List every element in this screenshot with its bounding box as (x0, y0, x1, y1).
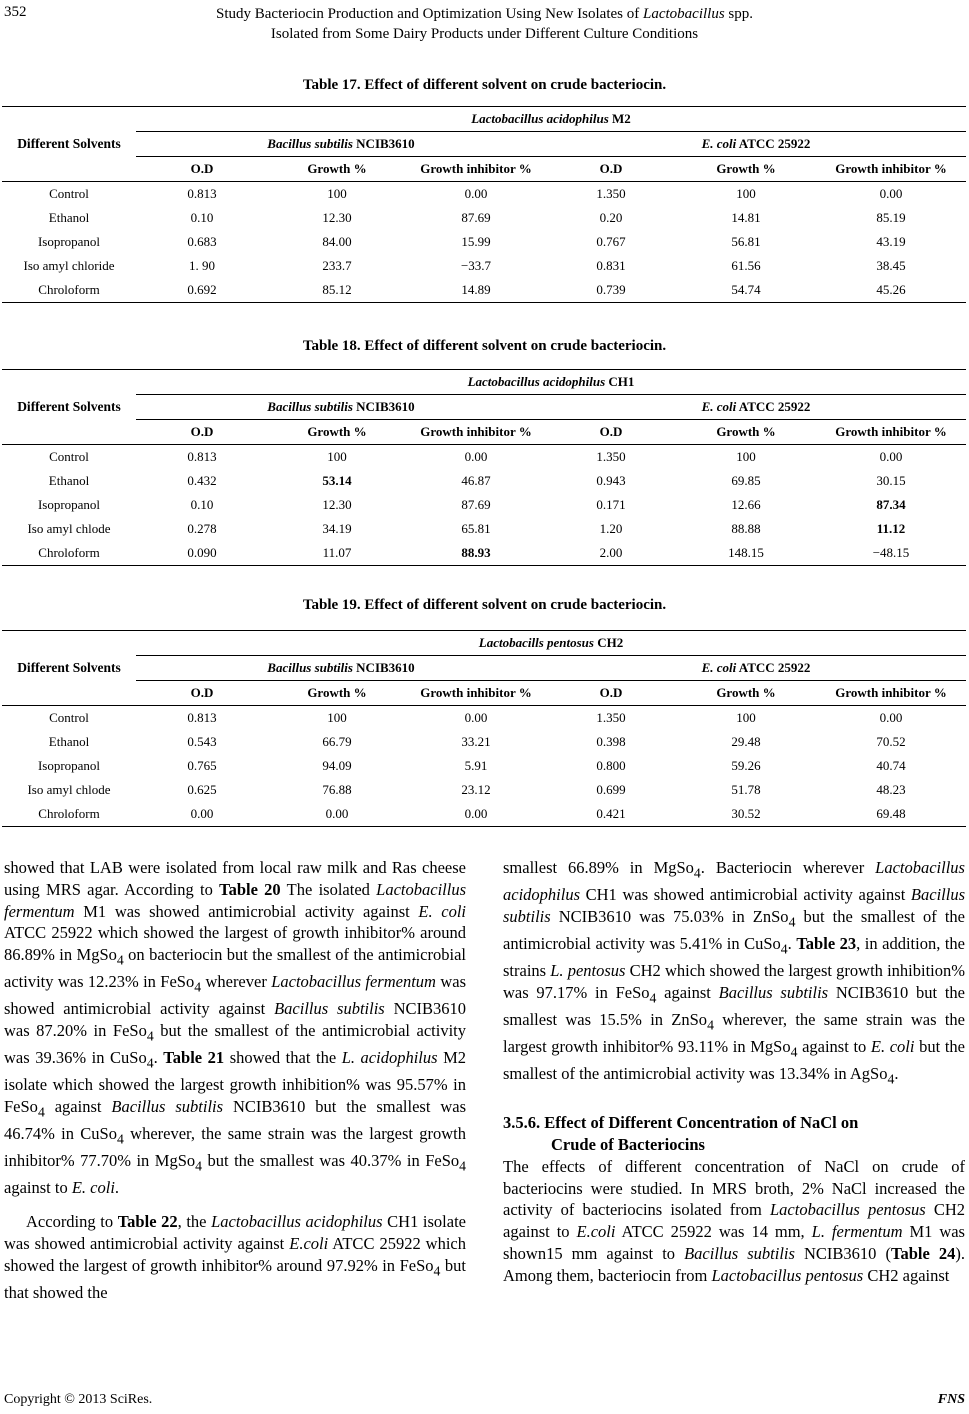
table-row: Chroloform 0.692 85.12 14.89 0.739 54.74 45.26 (2, 278, 966, 303)
table-row: Iso amyl chloride 1. 90 233.7 −33.7 0.831 61.56 38.45 (23, 258, 906, 273)
table-group-bacillus: Bacillus subtilis NCIB3610 (136, 132, 546, 157)
body-column-right (503, 857, 965, 1287)
col-header: Growth inhibitor % (420, 424, 532, 439)
body-column-left (4, 857, 466, 1304)
table-row: Chroloform 0.090 11.07 88.93 2.00 148.15 −48.15 (2, 541, 966, 566)
col-header: Growth inhibitor % (835, 685, 947, 700)
col-header: Growth inhibitor % (420, 685, 532, 700)
table-row: Control 0.813 100 0.00 1.350 100 0.00 (49, 186, 903, 201)
running-header-line2: Isolated from Some Dairy Products under Different Culture Conditions (270, 26, 699, 42)
col-header: Growth % (716, 424, 776, 439)
table-row: Isopropanol 0.765 94.09 5.91 0.800 59.26 40.74 (37, 758, 906, 773)
col-header: Growth inhibitor % (835, 161, 947, 176)
section-heading-cont: Crude of Bacteriocins (551, 1135, 705, 1155)
table-row: Ethanol 0.543 66.79 33.21 0.398 29.48 70.52 (48, 734, 906, 749)
table-17-caption: Table 17. Effect of different solvent on crude bacteriocin. (302, 77, 667, 93)
table-18 (2, 369, 966, 566)
table-18-caption: Table 18. Effect of different solvent on crude bacteriocin. (302, 338, 667, 354)
table-19 (2, 630, 966, 827)
col-header: Growth % (716, 161, 776, 176)
body-paragraph: According to Table 22, the Lactobacillus acidophilus CH1 isolate was showed antimicrobial activity against E.coli ATCC 25922 which showed the largest of growth inhibitor% around 97.92% in FeSo$_4$ but that showed the (4, 1212, 467, 1302)
table-header-solvents: Different Solvents (17, 399, 121, 414)
table-group-ecoli: E. coli ATCC 25922 (546, 395, 966, 420)
table-header-solvents: Different Solvents (17, 136, 121, 151)
table-group-bacillus: Bacillus subtilis NCIB3610 (136, 395, 546, 420)
table-17 (2, 106, 966, 303)
table-row: Isopropanol 0.683 84.00 15.99 0.767 56.81 43.19 (37, 234, 906, 249)
table-organism: Lactobacills pentosus CH2 (136, 631, 966, 656)
col-header: Growth % (307, 685, 367, 700)
footer-journal: FNS (937, 1392, 965, 1407)
body-paragraph: The effects of different concentration of NaCl on crude of bacteriocins were studied. In MRS broth, 2% NaCl increased the activity of bacteriocins isolated from Lactobacillus pentosus CH2 against to E.coli ATCC 25922 was 14 mm, L. fermentum M1 was shown15 mm against to Bacillus subtilis NCIB3610 (Table 24). Among them, bacteriocin from Lactobacillus pentosus CH2 against (503, 1156, 966, 1285)
body-paragraph: showed that LAB were isolated from local raw milk and Ras cheese using MRS agar. According to Table 20 The isolated Lactobacillus fermentum M1 was showed antimicrobial activity against E. coli ATCC 25922 which showed the largest of growth inhibitor% around 86.89% in MgSo$_4$ on bacteriocin but the smallest of the antimicrobial activity was 12.23% in FeSo$_4$ wherever Lactobacillus fermentum was showed antimicrobial activity against Bacillus subtilis NCIB3610 was 87.20% in FeSo$_4$ but the smallest of the antimicrobial activity was 39.36% in CuSo$_4$. Table 21 showed that the L. acidophilus M2 isolate which showed the largest growth inhibition% was 95.57% in FeSo$_4$ against Bacillus subtilis NCIB3610 but the smallest was 46.74% in CuSo$_4$ wherever, the same strain was the largest growth inhibitor% 77.70% in MgSo$_4$ but the smallest was 40.37% in FeSo$_4$ against to E. coli. (4, 858, 467, 1198)
table-organism: Lactobacillus acidophilus CH1 (136, 370, 966, 395)
col-header: O.D (599, 685, 623, 700)
body-paragraph: smallest 66.89% in MgSo$_4$. Bacteriocin wherever Lactobacillus acidophilus CH1 was showed antimicrobial activity against Bacillus subtilis NCIB3610 was 75.03% in ZnSo$_4$ but the smallest of the antimicrobial activity was 5.41% in CuSo$_4$. Table 23, in addition, the strains L. pentosus CH2 which showed the largest growth inhibition% was 97.17% in FeSo$_4$ against Bacillus subtilis NCIB3610 but the smallest was 15.5% in ZnSo$_4$ wherever, the same strain was the largest growth inhibitor% 93.11% in MgSo$_4$ against to E. coli but the smallest of the antimicrobial activity was 13.34% in AgSo$_4$. (503, 858, 965, 1087)
table-row: Control 0.813 100 0.00 1.350 100 0.00 (49, 449, 903, 464)
col-header: Growth % (307, 161, 367, 176)
table-row: Iso amyl chlode 0.278 34.19 65.81 1.20 88.88 11.12 (27, 521, 906, 536)
running-header-line1: Study Bacteriocin Production and Optimization Using New Isolates of Lactobacillus spp. (215, 6, 754, 22)
table-row: Ethanol 0.432 53.14 46.87 0.943 69.85 30.15 (48, 473, 906, 488)
col-header: O.D (190, 161, 214, 176)
col-header: Growth inhibitor % (835, 424, 947, 439)
footer-copyright: Copyright © 2013 SciRes. (4, 1392, 153, 1407)
table-row: Control 0.813 100 0.00 1.350 100 0.00 (49, 710, 903, 725)
table-row: Iso amyl chlode 0.625 76.88 23.12 0.699 51.78 48.23 (27, 782, 906, 797)
col-header: O.D (190, 424, 214, 439)
col-header: O.D (599, 161, 623, 176)
table-group-ecoli: E. coli ATCC 25922 (546, 656, 966, 681)
table-row: Isopropanol 0.10 12.30 87.69 0.171 12.66 87.34 (37, 497, 906, 512)
col-header: Growth % (307, 424, 367, 439)
section-heading: 3.5.6. Effect of Different Concentration of NaCl on (503, 1113, 859, 1133)
table-organism: Lactobacillus acidophilus M2 (136, 107, 966, 132)
table-row: Ethanol 0.10 12.30 87.69 0.20 14.81 85.19 (48, 210, 906, 225)
table-group-bacillus: Bacillus subtilis NCIB3610 (136, 656, 546, 681)
col-header: Growth % (716, 685, 776, 700)
table-row: Chroloform 0.00 0.00 0.00 0.421 30.52 69.48 (2, 802, 966, 827)
page-number: 352 (4, 4, 27, 20)
running-header (0, 4, 969, 44)
col-header: O.D (190, 685, 214, 700)
table-19-caption: Table 19. Effect of different solvent on crude bacteriocin. (302, 597, 667, 613)
table-header-solvents: Different Solvents (17, 660, 121, 675)
table-group-ecoli: E. coli ATCC 25922 (546, 132, 966, 157)
col-header: Growth inhibitor % (420, 161, 532, 176)
col-header: O.D (599, 424, 623, 439)
